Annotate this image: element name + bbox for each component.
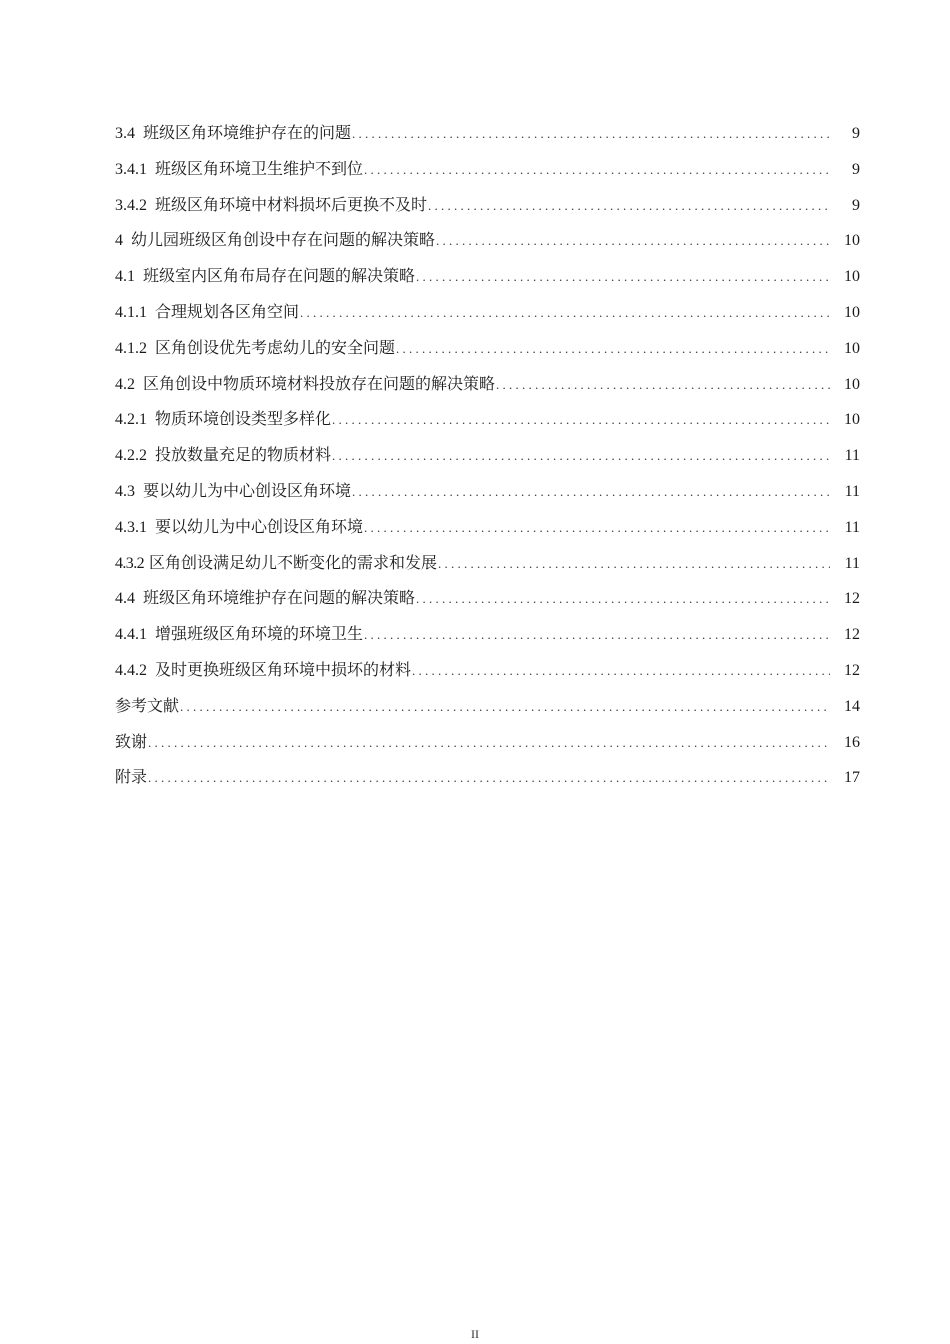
toc-dot-leader: [352, 474, 830, 510]
page-number: II: [471, 1327, 479, 1341]
toc-entry-title: 要以幼儿为中心创设区角环境: [155, 518, 364, 536]
toc-entry-page: 14: [844, 697, 860, 715]
toc-entry-page: 9: [852, 196, 860, 214]
toc-entry-page: 16: [844, 733, 860, 751]
toc-entry-title: 及时更换班级区角环境中损坏的材料: [155, 661, 412, 679]
toc-entry-page: 11: [844, 482, 860, 500]
toc-entry[interactable]: [115, 223, 860, 259]
toc-dot-leader: [148, 760, 830, 796]
toc-entry[interactable]: [115, 116, 860, 152]
toc-entry[interactable]: [115, 725, 860, 761]
toc-dot-leader: [438, 546, 830, 582]
toc-entry-title: 致谢: [115, 733, 148, 751]
toc-entry-title: 班级区角环境维护存在问题的解决策略: [143, 590, 416, 608]
toc-entry[interactable]: [115, 510, 860, 546]
toc-dot-leader: [180, 689, 830, 725]
toc-entry-number: 4.3: [115, 482, 135, 500]
toc-entry-title: 投放数量充足的物质材料: [155, 447, 332, 465]
toc-entry[interactable]: [115, 581, 860, 617]
toc-entry[interactable]: [115, 474, 860, 510]
toc-entry[interactable]: [115, 152, 860, 188]
toc-entry[interactable]: [115, 402, 860, 438]
toc-entry-number: 3.4.1: [115, 160, 147, 178]
toc-entry-number: 4.3.2: [115, 554, 145, 572]
toc-entry-title: 物质环境创设类型多样化: [155, 411, 332, 429]
toc-entry-number: 4.1.1: [115, 303, 147, 321]
toc-entry-number: 4.2: [115, 375, 135, 393]
toc-entry-page: 10: [844, 339, 860, 357]
toc-entry-number: 3.4.2: [115, 196, 147, 214]
toc-entry-title: 合理规划各区角空间: [155, 303, 300, 321]
toc-entry[interactable]: [115, 367, 860, 403]
toc-entry-page: 12: [844, 661, 860, 679]
toc-entry[interactable]: [115, 546, 860, 582]
toc-dot-leader: [352, 116, 830, 152]
toc-entry-title: 班级区角环境维护存在的问题: [143, 125, 352, 142]
toc-entry-page: 12: [844, 626, 860, 644]
toc-entry-title: 班级区角环境卫生维护不到位: [155, 160, 364, 178]
toc-entry[interactable]: [115, 653, 860, 689]
toc-entry-number: 4.2.2: [115, 447, 147, 465]
toc-dot-leader: [416, 581, 830, 617]
toc-entry-page: 12: [844, 590, 860, 608]
toc-entry[interactable]: [115, 295, 860, 331]
toc-entry-page: 9: [852, 160, 860, 178]
toc-dot-leader: [332, 402, 830, 438]
toc-entry-title: 班级室内区角布局存在问题的解决策略: [143, 268, 416, 286]
toc-entry-page: 10: [844, 303, 860, 321]
toc-dot-leader: [416, 259, 830, 295]
toc-dot-leader: [332, 438, 830, 474]
toc-entry-title: 附录: [115, 769, 148, 787]
toc-entry-title: 区角创设满足幼儿不断变化的需求和发展: [149, 554, 438, 572]
toc-entry[interactable]: [115, 331, 860, 367]
toc-dot-leader: [428, 188, 830, 224]
toc-entry-page: 11: [844, 554, 860, 572]
toc-entry-number: 4.3.1: [115, 518, 147, 536]
toc-dot-leader: [396, 331, 830, 367]
toc-entry-title: 参考文献: [115, 697, 180, 715]
toc-entry-page: 10: [844, 232, 860, 250]
toc-entry-title: 区角创设中物质环境材料投放存在问题的解决策略: [143, 375, 496, 393]
toc-dot-leader: [436, 223, 830, 259]
toc-entry-number: 4.4.1: [115, 626, 147, 644]
toc-entry-page: 9: [852, 125, 860, 142]
toc-entry-title: 幼儿园班级区角创设中存在问题的解决策略: [131, 232, 436, 250]
toc-entry-page: 17: [844, 769, 860, 787]
toc-entry-number: 4: [115, 232, 123, 250]
toc-entry-page: 11: [844, 518, 860, 536]
toc-dot-leader: [412, 653, 830, 689]
toc-entry-title: 增强班级区角环境的环境卫生: [155, 626, 364, 644]
toc-entry-number: 4.2.1: [115, 411, 147, 429]
toc-entry[interactable]: [115, 760, 860, 796]
toc-entry-number: 4.1.2: [115, 339, 147, 357]
toc-entry-number: 4.4: [115, 590, 135, 608]
toc-dot-leader: [364, 152, 830, 188]
toc-dot-leader: [300, 295, 830, 331]
toc-entry[interactable]: [115, 689, 860, 725]
toc-entry[interactable]: [115, 617, 860, 653]
toc-entry-page: 11: [844, 447, 860, 465]
toc-entry-page: 10: [844, 268, 860, 286]
table-of-contents: [115, 116, 860, 796]
toc-entry-title: 区角创设优先考虑幼儿的安全问题: [155, 339, 396, 357]
toc-entry-title: 要以幼儿为中心创设区角环境: [143, 482, 352, 500]
toc-entry-page: 10: [844, 375, 860, 393]
toc-entry[interactable]: [115, 188, 860, 224]
toc-entry[interactable]: [115, 438, 860, 474]
toc-dot-leader: [148, 725, 830, 761]
toc-entry-number: 4.1: [115, 268, 135, 286]
toc-entry-page: 10: [844, 411, 860, 429]
toc-entry-number: 4.4.2: [115, 661, 147, 679]
toc-dot-leader: [496, 367, 830, 403]
toc-entry-title: 班级区角环境中材料损坏后更换不及时: [155, 196, 428, 214]
toc-entry[interactable]: [115, 259, 860, 295]
toc-dot-leader: [364, 510, 830, 546]
toc-dot-leader: [364, 617, 830, 653]
toc-entry-number: 3.4: [115, 125, 135, 142]
